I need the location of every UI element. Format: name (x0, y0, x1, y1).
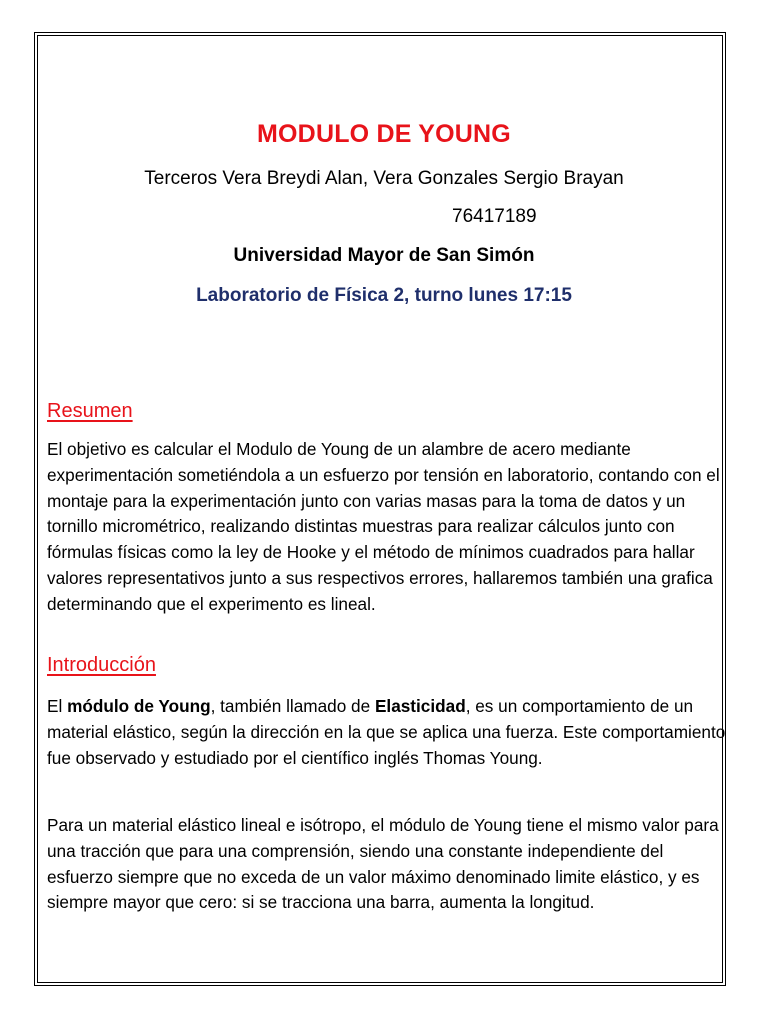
introduccion-paragraph-1 (47, 694, 727, 771)
intro-text-part1: El (47, 696, 68, 716)
student-id: 76417189 (452, 206, 537, 227)
introduccion-paragraph-2: Para un material elástico lineal e isótropo, el módulo de Young tiene el mismo valor para una tracción que para una comprensión, siendo una constante independiente del esfuerzo siempre que no exceda de un valor máximo denominado limite elástico, y es siempre mayor que cero: si se tracciona una barra, aumenta la longitud. (47, 815, 719, 913)
lab-info: Laboratorio de Física 2, turno lunes 17:15 (196, 285, 572, 306)
intro-text-part3: , es un comportamiento de un material elástico, según la dirección en la que se aplica una fuerza. Este comportamiento fue observado y estudiado por el científico inglés Thomas Young. (47, 696, 726, 768)
intro-bold-elasticidad: Elasticidad (374, 696, 466, 716)
section-heading-resumen: Resumen (47, 400, 133, 422)
resumen-paragraph: El objetivo es calcular el Modulo de Young de un alambre de acero mediante experimentación sometiéndola a un esfuerzo por tensión en laboratorio, contando con el montaje para la experimentación junto con varias masas para la toma de datos y un tornillo micrométrico, realizando distintas muestras para realizar cálculos junto con fórmulas físicas como la ley de Hooke y el método de mínimos cuadrados para hallar valores representativos junto a sus respectivos errores, hallaremos también una grafica determinando que el experimento es lineal. (47, 439, 720, 614)
university-name: Universidad Mayor de San Simón (233, 245, 535, 266)
intro-bold-modulo: módulo de Young (67, 696, 211, 716)
intro-text-part2: , también llamado de (210, 696, 375, 716)
section-heading-introduccion: Introducción (47, 654, 156, 676)
authors: Terceros Vera Breydi Alan, Vera Gonzales Sergio Brayan (144, 168, 624, 189)
document-title: MODULO DE YOUNG (257, 120, 511, 148)
